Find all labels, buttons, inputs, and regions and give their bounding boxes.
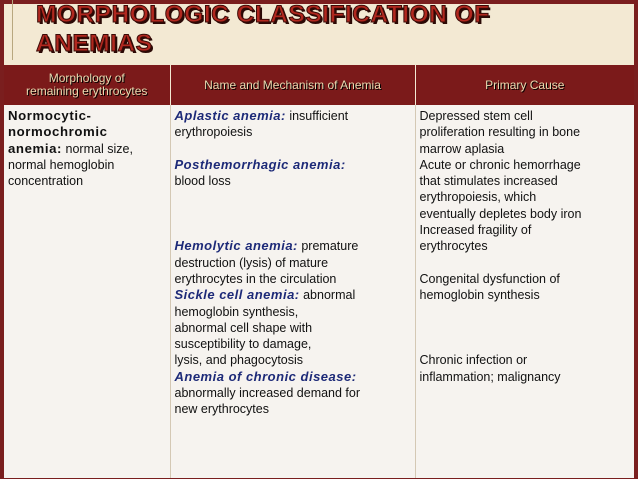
mechanism-cell: [170, 105, 415, 478]
hemolytic-anemia-desc-line3: erythrocytes in the circulation: [174, 271, 337, 286]
aplastic-anemia-desc: erythropoiesis: [174, 125, 253, 140]
header-morphology-line1: Morphology of: [48, 71, 125, 85]
chronic-disease-anemia-name: Anemia of chronic disease:: [174, 368, 357, 384]
table-row: [4, 105, 634, 478]
posthemorrhagic-cause-line3: erythropoiesis, which: [419, 190, 537, 205]
morphology-name-line3: anemia:: [8, 140, 63, 156]
slide-title-line2: ANEMIAS: [36, 30, 153, 57]
morphology-desc-line1: normal size,: [65, 141, 133, 156]
morphology-cell: [4, 105, 170, 478]
aplastic-anemia-name: Aplastic anemia:: [174, 108, 286, 123]
hemolytic-cause-line2: erythrocytes: [419, 239, 488, 254]
sickle-cell-cause-line1: Congenital dysfunction of: [419, 271, 560, 286]
header-cause: Primary Cause: [415, 65, 634, 105]
hemolytic-cause-line1: Increased fragility of: [419, 223, 532, 238]
cause-cell: [415, 105, 634, 478]
hemolytic-anemia-desc-first: premature: [301, 239, 359, 254]
chronic-disease-anemia-desc-line2: new erythrocytes: [174, 402, 269, 417]
hemolytic-anemia-desc-line2: destruction (lysis) of mature: [174, 255, 329, 270]
aplastic-anemia-desc-first: insufficient: [289, 109, 349, 123]
anemia-classification-table: [4, 65, 634, 478]
aplastic-cause-line3: marrow aplasia: [419, 141, 505, 156]
header-morphology: [4, 65, 170, 105]
morphology-desc-line3: concentration: [8, 174, 84, 189]
sickle-cell-anemia-name: Sickle cell anemia:: [174, 287, 300, 303]
decorative-line: [12, 0, 13, 60]
hemolytic-anemia-name: Hemolytic anemia:: [174, 238, 298, 254]
sickle-cell-anemia-desc-first: abnormal: [303, 288, 356, 303]
slide-title: [36, 0, 616, 58]
aplastic-cause-line1: Depressed stem cell: [419, 109, 533, 123]
sickle-cell-anemia-desc-line2: hemoglobin synthesis,: [174, 304, 299, 319]
chronic-disease-anemia-desc-line1: abnormally increased demand for: [174, 386, 361, 401]
header-mechanism: Name and Mechanism of Anemia: [170, 65, 415, 105]
sickle-cell-cause-line2: hemoglobin synthesis: [419, 288, 540, 303]
slide-title-line1: MORPHOLOGIC CLASSIFICATION OF: [36, 1, 490, 28]
posthemorrhagic-cause-line1: Acute or chronic hemorrhage: [419, 157, 581, 172]
morphology-desc-line2: normal hemoglobin: [8, 157, 115, 172]
table-header-row: [4, 65, 634, 105]
sickle-cell-anemia-desc-line3: abnormal cell shape with: [174, 320, 313, 335]
frame-right-border: [634, 0, 638, 479]
posthemorrhagic-anemia-desc: blood loss: [174, 174, 231, 189]
sickle-cell-anemia-desc-line5: lysis, and phagocytosis: [174, 353, 304, 368]
sickle-cell-anemia-desc-line4: susceptibility to damage,: [174, 337, 312, 352]
posthemorrhagic-cause-line4: eventually depletes body iron: [419, 206, 582, 221]
header-morphology-line2: remaining erythrocytes: [26, 84, 148, 98]
morphology-name-line1: Normocytic-: [8, 108, 92, 123]
posthemorrhagic-cause-line2: that stimulates increased: [419, 174, 558, 189]
morphology-name-line2: normochromic: [8, 124, 108, 140]
aplastic-cause-line2: proliferation resulting in bone: [419, 125, 581, 140]
chronic-disease-cause-line1: Chronic infection or: [419, 353, 528, 368]
posthemorrhagic-anemia-name: Posthemorrhagic anemia:: [174, 156, 346, 172]
chronic-disease-cause-line2: inflammation; malignancy: [419, 369, 561, 384]
